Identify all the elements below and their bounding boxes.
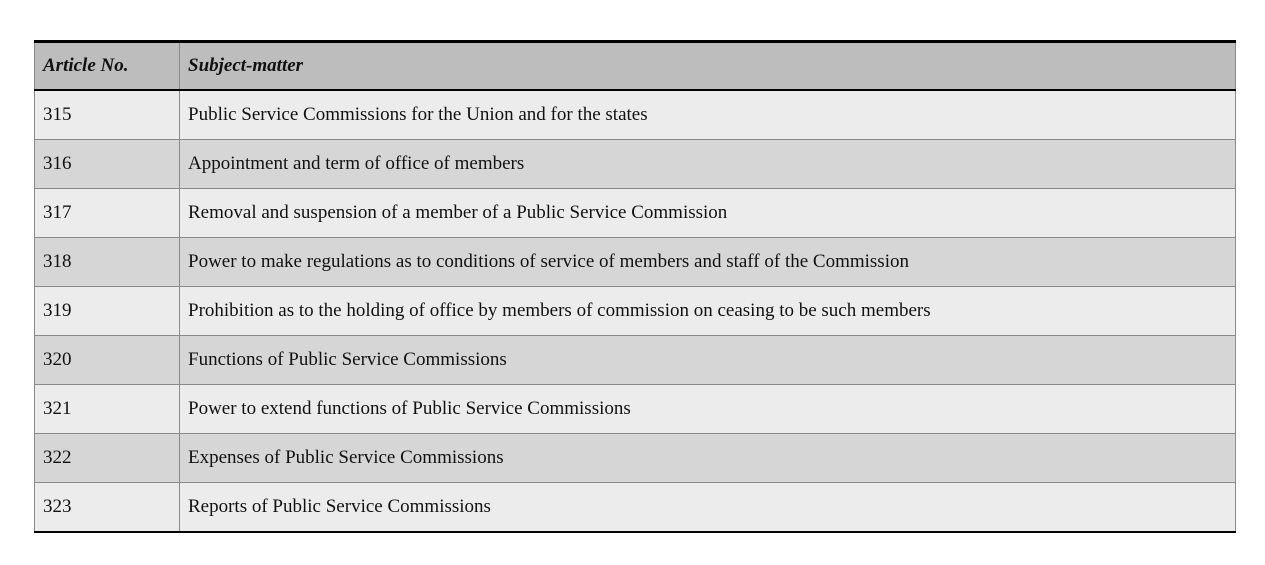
- header-article-no: Article No.: [35, 42, 180, 91]
- table-body: [35, 90, 1236, 532]
- article-number-cell: 316: [35, 140, 180, 189]
- articles-table: [34, 40, 1236, 533]
- table-row: [35, 336, 1236, 385]
- subject-matter-cell: Functions of Public Service Commissions: [180, 336, 1236, 385]
- article-number-cell: 321: [35, 385, 180, 434]
- subject-matter-cell: Expenses of Public Service Commissions: [180, 434, 1236, 483]
- article-number-cell: 317: [35, 189, 180, 238]
- table-header: [35, 42, 1236, 91]
- header-row: [35, 42, 1236, 91]
- subject-matter-cell: Prohibition as to the holding of office by members of commission on ceasing to be such members: [180, 287, 1236, 336]
- header-subject-matter: Subject-matter: [180, 42, 1236, 91]
- article-number-cell: 315: [35, 90, 180, 140]
- table-row: [35, 287, 1236, 336]
- table-row: [35, 189, 1236, 238]
- table-row: [35, 238, 1236, 287]
- subject-matter-cell: Power to extend functions of Public Service Commissions: [180, 385, 1236, 434]
- articles-table-container: [34, 40, 1236, 533]
- article-number-cell: 318: [35, 238, 180, 287]
- subject-matter-cell: Power to make regulations as to conditions of service of members and staff of the Commission: [180, 238, 1236, 287]
- table-row: [35, 140, 1236, 189]
- article-number-cell: 320: [35, 336, 180, 385]
- subject-matter-cell: Public Service Commissions for the Union and for the states: [180, 90, 1236, 140]
- subject-matter-cell: Removal and suspension of a member of a Public Service Commission: [180, 189, 1236, 238]
- table-row: [35, 90, 1236, 140]
- article-number-cell: 319: [35, 287, 180, 336]
- subject-matter-cell: Reports of Public Service Commissions: [180, 483, 1236, 533]
- table-row: [35, 434, 1236, 483]
- subject-matter-cell: Appointment and term of office of members: [180, 140, 1236, 189]
- table-row: [35, 483, 1236, 533]
- article-number-cell: 323: [35, 483, 180, 533]
- article-number-cell: 322: [35, 434, 180, 483]
- table-row: [35, 385, 1236, 434]
